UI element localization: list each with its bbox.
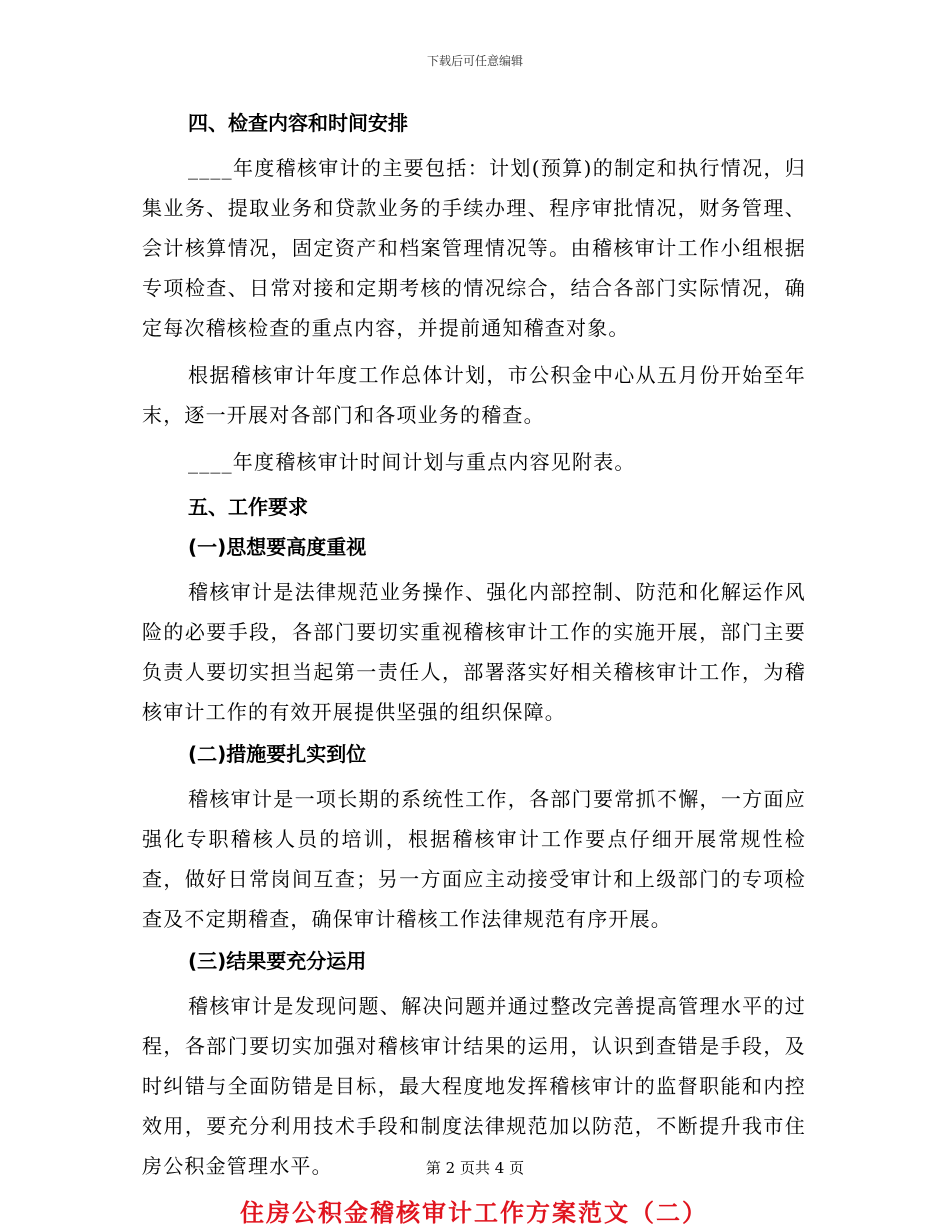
section-heading-5: 五、工作要求 [188,495,308,519]
paragraph: ____年度稽核审计时间计划与重点内容见附表。 [188,450,636,474]
page-header: 下载后可任意编辑 [426,54,523,68]
page-footer: 第 2 页共 4 页 [425,1159,525,1177]
paragraph: 稽核审计是一项长期的系统性工作，各部门要常抓不懈，一方面应强化专职稽核人员的培训，根据稽核审计工作要点仔细开展常规性检查，做好日常岗间互查；另一方面应主动接受审计和上级部门的专项检查及不定期稽查，确保审计稽核工作法律规范有序开展。 [142,787,806,931]
paragraph: 稽核审计是法律规范业务操作、强化内部控制、防范和化解运作风险的必要手段，各部门要切实重视稽核审计工作的实施开展，部门主要负责人要切实担当起第一责任人，部署落实好相关稽核审计工作，为稽核审计工作的有效开展提供坚强的组织保障。 [142,580,806,724]
document-title: 住房公积金稽核审计工作方案范文（二） [240,1199,708,1227]
subheading-3: (三)结果要充分运用 [188,949,367,973]
paragraph: ____年度稽核审计的主要包括：计划(预算)的制定和执行情况，归集业务、提取业务和贷款业务的手续办理、程序审批情况，财务管理、会计核算情况，固定资产和档案管理情况等。由稽核审计工作小组根据专项检查、日常对接和定期考核的情况综合，结合各部门实际情况，确定每次稽核检查的重点内容，并提前通知稽查对象。 [142,156,806,340]
document-body [142,108,806,1228]
paragraph: 根据稽核审计年度工作总体计划，市公积金中心从五月份开始至年末，逐一开展对各部门和各项业务的稽查。 [142,363,806,427]
paragraph: 稽核审计是发现问题、解决问题并通过整改完善提高管理水平的过程，各部门要切实加强对稽核审计结果的运用，认识到查错是手段，及时纠错与全面防错是目标，最大程度地发挥稽核审计的监督职能和内控效用，要充分利用技术手段和制度法律规范加以防范，不断提升我市住房公积金管理水平。 [142,994,806,1178]
subheading-1: (一)思想要高度重视 [188,535,367,559]
subheading-2: (二)措施要扎实到位 [188,742,367,766]
section-heading-4: 四、检查内容和时间安排 [188,111,408,135]
